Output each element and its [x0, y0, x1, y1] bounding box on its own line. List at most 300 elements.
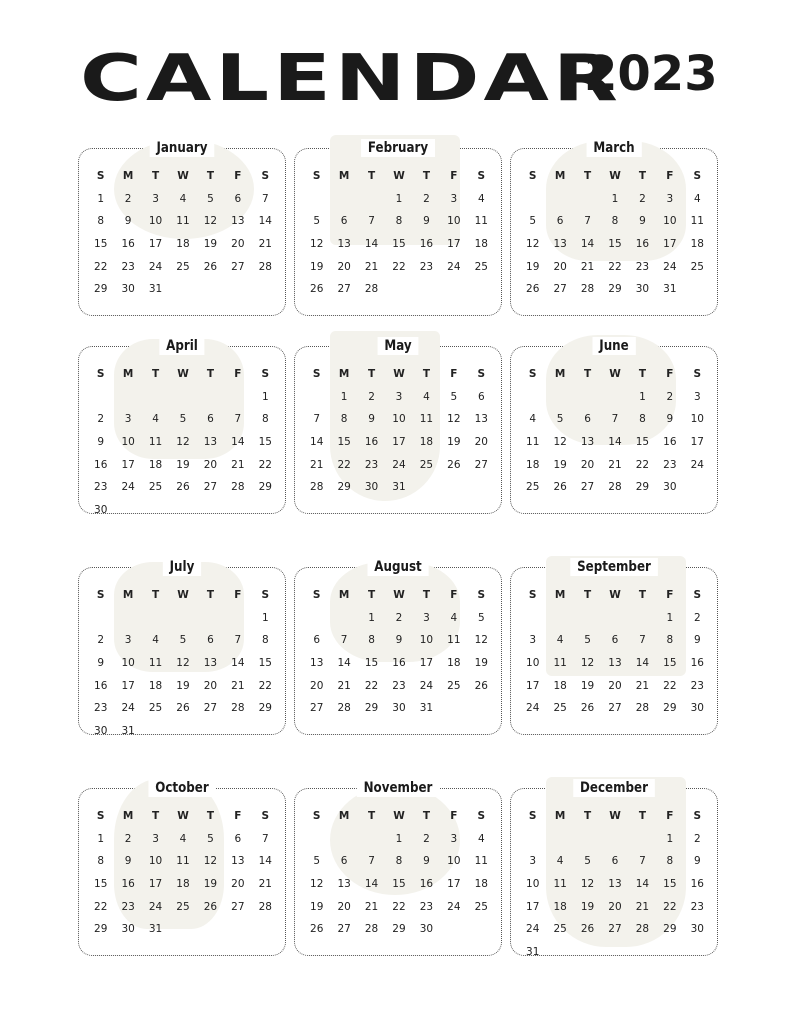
- day-cell: 10: [663, 215, 677, 228]
- day-cell: 25: [148, 702, 163, 715]
- empty-cell: [87, 607, 114, 630]
- day-cell: 16: [663, 436, 677, 449]
- day-cell: 11: [148, 436, 163, 449]
- day-cell: 4: [179, 832, 187, 845]
- day-cell: 24: [419, 679, 434, 692]
- day-cell: 8: [261, 634, 269, 647]
- weekday-header: M: [122, 170, 134, 183]
- day-cell: 4: [450, 611, 458, 624]
- day-cell: 14: [635, 657, 650, 670]
- month-july: [78, 559, 286, 737]
- day-cell: 23: [635, 260, 650, 273]
- day-cell: 14: [231, 436, 245, 449]
- day-cell: 26: [553, 481, 567, 494]
- weekday-header: T: [367, 810, 376, 823]
- empty-cell: [601, 607, 628, 630]
- day-cell: 5: [556, 413, 564, 426]
- day-cell: 27: [608, 923, 622, 936]
- day-cell: 25: [526, 481, 540, 494]
- day-cell: 19: [580, 679, 595, 692]
- day-cell: 8: [97, 215, 105, 228]
- day-cell: 31: [392, 481, 406, 494]
- day-cell: 5: [313, 215, 321, 228]
- month-may: [294, 338, 502, 514]
- day-cell: 28: [258, 900, 272, 913]
- day-cell: 18: [553, 900, 567, 913]
- weekday-header: M: [122, 810, 134, 823]
- day-cell: 1: [395, 832, 403, 845]
- day-cell: 20: [608, 900, 622, 913]
- weekday-header: T: [422, 368, 430, 381]
- day-cell: 27: [203, 481, 218, 494]
- day-cell: 10: [526, 657, 540, 670]
- day-cell: 31: [121, 724, 135, 737]
- day-cell: 20: [203, 679, 218, 692]
- day-cell: 9: [666, 413, 674, 426]
- day-cell: 29: [94, 923, 108, 936]
- day-cell: 15: [635, 436, 650, 449]
- day-cell: 28: [364, 923, 379, 936]
- weekday-header: F: [666, 368, 674, 381]
- weekday-header: S: [312, 170, 321, 183]
- day-cell: 20: [608, 679, 622, 692]
- weekday-header: T: [367, 368, 376, 381]
- weekday-header: S: [477, 589, 486, 602]
- day-cell: 11: [419, 413, 434, 426]
- day-cell: 5: [529, 215, 537, 228]
- empty-cell: [197, 607, 224, 630]
- day-cell: 1: [261, 611, 269, 624]
- day-cell: 2: [97, 634, 105, 647]
- weekday-header: F: [450, 170, 458, 183]
- weekday-header: F: [450, 368, 458, 381]
- day-cell: 20: [231, 878, 245, 891]
- day-cell: 7: [234, 634, 242, 647]
- empty-cell: [519, 188, 546, 211]
- day-cell: 12: [580, 657, 595, 670]
- month-february: [294, 140, 502, 316]
- day-cell: 18: [176, 878, 190, 891]
- day-cell: 24: [526, 702, 540, 715]
- day-cell: 26: [203, 260, 218, 273]
- empty-cell: [114, 607, 141, 630]
- day-cell: 3: [395, 390, 403, 403]
- day-cell: 16: [94, 679, 108, 692]
- day-cell: 6: [313, 634, 321, 647]
- empty-cell: [519, 386, 546, 409]
- day-cell: 2: [395, 611, 403, 624]
- day-cell: 30: [121, 283, 135, 296]
- day-cell: 29: [608, 283, 622, 296]
- day-cell: 8: [611, 215, 619, 228]
- weekday-header: F: [234, 368, 242, 381]
- day-cell: 26: [580, 923, 595, 936]
- weekday-header: T: [206, 589, 214, 602]
- weekday-header: M: [338, 589, 350, 602]
- weekday-header: M: [122, 368, 134, 381]
- empty-cell: [574, 386, 601, 409]
- day-cell: 31: [663, 283, 677, 296]
- day-cell: 19: [203, 878, 218, 891]
- weekday-header: S: [528, 589, 537, 602]
- day-cell: 17: [447, 878, 461, 891]
- weekday-header: W: [609, 368, 621, 381]
- day-cell: 9: [693, 855, 701, 868]
- day-cell: 18: [447, 657, 461, 670]
- day-cell: 19: [474, 657, 488, 670]
- day-cell: 19: [176, 679, 190, 692]
- day-cell: 9: [423, 215, 430, 228]
- day-cell: 4: [556, 855, 564, 868]
- weekday-header: F: [450, 589, 458, 602]
- weekday-header: T: [583, 589, 592, 602]
- day-cell: 29: [258, 702, 272, 715]
- day-cell: 29: [94, 283, 108, 296]
- day-cell: 11: [553, 657, 567, 670]
- empty-cell: [169, 386, 196, 409]
- weekday-header: F: [234, 589, 242, 602]
- day-cell: 27: [337, 283, 351, 296]
- day-cell: 6: [207, 634, 214, 647]
- weekday-header: S: [96, 589, 105, 602]
- day-cell: 15: [663, 657, 677, 670]
- day-cell: 4: [152, 413, 159, 426]
- weekday-header: M: [554, 170, 566, 183]
- day-cell: 29: [663, 923, 677, 936]
- month-january: [78, 140, 286, 316]
- weekday-header: S: [693, 810, 702, 823]
- day-cell: 4: [179, 192, 187, 205]
- day-cell: 17: [663, 238, 677, 251]
- weekday-header: T: [151, 810, 160, 823]
- day-cell: 21: [608, 458, 622, 471]
- weekday-header: S: [96, 368, 105, 381]
- day-cell: 6: [340, 855, 348, 868]
- day-cell: 6: [234, 832, 242, 845]
- weekday-header: T: [638, 368, 646, 381]
- day-cell: 18: [526, 458, 540, 471]
- day-grid: [519, 363, 711, 499]
- day-cell: 11: [526, 436, 540, 449]
- weekday-header: T: [583, 368, 592, 381]
- weekday-header: S: [312, 589, 321, 602]
- day-cell: 9: [97, 657, 105, 670]
- day-cell: 20: [553, 260, 567, 273]
- day-cell: 1: [639, 390, 646, 403]
- day-cell: 22: [94, 900, 108, 913]
- day-cell: 12: [203, 855, 218, 868]
- day-grid: [87, 805, 279, 941]
- day-cell: 22: [663, 679, 677, 692]
- day-cell: 22: [258, 679, 272, 692]
- empty-cell: [303, 386, 330, 409]
- day-cell: 8: [639, 413, 646, 426]
- empty-cell: [519, 828, 546, 851]
- month-april: [78, 338, 286, 516]
- day-cell: 30: [392, 702, 406, 715]
- weekday-header: T: [583, 810, 592, 823]
- month-name: January: [150, 139, 215, 157]
- month-june: [510, 338, 718, 514]
- day-cell: 14: [231, 657, 245, 670]
- day-grid: [519, 805, 711, 963]
- empty-cell: [358, 828, 385, 851]
- day-cell: 31: [148, 283, 163, 296]
- day-cell: 15: [258, 436, 272, 449]
- empty-cell: [224, 607, 251, 630]
- day-cell: 25: [690, 260, 704, 273]
- day-cell: 26: [474, 679, 488, 692]
- day-cell: 23: [364, 458, 379, 471]
- day-cell: 6: [207, 413, 214, 426]
- weekday-header: S: [96, 170, 105, 183]
- day-cell: 9: [368, 413, 375, 426]
- day-cell: 10: [121, 657, 135, 670]
- month-name: June: [592, 337, 635, 355]
- day-cell: 4: [423, 390, 430, 403]
- weekday-header: T: [151, 589, 160, 602]
- day-cell: 13: [310, 657, 324, 670]
- day-cell: 16: [419, 238, 434, 251]
- weekday-header: M: [554, 589, 566, 602]
- day-cell: 8: [666, 855, 674, 868]
- weekday-header: S: [528, 170, 537, 183]
- day-cell: 25: [474, 260, 488, 273]
- day-grid: [519, 584, 711, 720]
- day-cell: 5: [477, 611, 485, 624]
- day-cell: 1: [97, 192, 105, 205]
- day-cell: 11: [474, 215, 488, 228]
- day-cell: 15: [392, 878, 406, 891]
- day-cell: 25: [447, 679, 461, 692]
- day-cell: 19: [526, 260, 540, 273]
- day-cell: 21: [580, 260, 595, 273]
- weekday-header: T: [206, 368, 214, 381]
- day-cell: 19: [310, 900, 324, 913]
- day-cell: 27: [231, 260, 245, 273]
- weekday-header: W: [609, 589, 621, 602]
- day-cell: 21: [635, 900, 650, 913]
- day-cell: 27: [231, 900, 245, 913]
- day-cell: 26: [310, 923, 324, 936]
- day-cell: 2: [639, 192, 646, 205]
- day-cell: 6: [611, 855, 619, 868]
- day-cell: 3: [423, 611, 430, 624]
- day-cell: 16: [121, 878, 135, 891]
- day-cell: 2: [423, 832, 430, 845]
- day-cell: 11: [690, 215, 704, 228]
- weekday-header: F: [666, 589, 674, 602]
- day-cell: 23: [419, 900, 434, 913]
- day-cell: 13: [608, 657, 622, 670]
- weekday-header: S: [693, 368, 702, 381]
- day-cell: 28: [580, 283, 595, 296]
- day-grid: [303, 584, 495, 720]
- day-cell: 10: [121, 436, 135, 449]
- calendar-year: 2023: [584, 46, 718, 102]
- weekday-header: S: [477, 170, 486, 183]
- empty-cell: [87, 386, 114, 409]
- day-cell: 2: [693, 832, 701, 845]
- empty-cell: [142, 607, 169, 630]
- weekday-header: T: [638, 589, 646, 602]
- weekday-header: T: [638, 810, 646, 823]
- empty-cell: [546, 386, 573, 409]
- weekday-header: M: [122, 589, 134, 602]
- day-cell: 3: [693, 390, 701, 403]
- day-cell: 28: [310, 481, 324, 494]
- day-cell: 30: [419, 923, 434, 936]
- day-cell: 25: [553, 923, 567, 936]
- day-cell: 24: [121, 481, 135, 494]
- weekday-header: M: [338, 810, 350, 823]
- day-cell: 15: [337, 436, 351, 449]
- weekday-header: S: [261, 589, 270, 602]
- day-cell: 23: [94, 481, 108, 494]
- weekday-header: T: [422, 589, 430, 602]
- day-cell: 9: [639, 215, 646, 228]
- day-cell: 16: [392, 657, 406, 670]
- day-cell: 2: [124, 192, 132, 205]
- day-cell: 16: [121, 238, 135, 251]
- empty-cell: [303, 188, 330, 211]
- day-cell: 17: [121, 458, 135, 471]
- day-cell: 7: [261, 832, 269, 845]
- weekday-header: T: [422, 810, 430, 823]
- day-cell: 24: [447, 260, 461, 273]
- day-cell: 2: [423, 192, 430, 205]
- day-cell: 2: [124, 832, 132, 845]
- day-cell: 30: [121, 923, 135, 936]
- day-cell: 17: [121, 679, 135, 692]
- empty-cell: [114, 386, 141, 409]
- day-cell: 24: [148, 900, 163, 913]
- day-cell: 17: [447, 238, 461, 251]
- day-cell: 5: [584, 855, 591, 868]
- day-cell: 24: [690, 458, 704, 471]
- day-cell: 25: [474, 900, 488, 913]
- day-cell: 20: [580, 458, 595, 471]
- day-cell: 11: [553, 878, 567, 891]
- day-cell: 3: [124, 634, 132, 647]
- day-cell: 29: [635, 481, 650, 494]
- weekday-header: S: [261, 810, 270, 823]
- weekday-header: S: [477, 368, 486, 381]
- day-grid: [519, 165, 711, 301]
- day-cell: 5: [313, 855, 321, 868]
- day-cell: 19: [553, 458, 567, 471]
- month-august: [294, 559, 502, 735]
- day-cell: 9: [124, 215, 132, 228]
- day-cell: 10: [690, 413, 704, 426]
- day-cell: 16: [364, 436, 379, 449]
- day-cell: 29: [364, 702, 379, 715]
- day-cell: 20: [337, 900, 351, 913]
- day-cell: 22: [364, 679, 379, 692]
- weekday-header: S: [528, 810, 537, 823]
- day-cell: 22: [635, 458, 650, 471]
- day-cell: 1: [395, 192, 403, 205]
- empty-cell: [574, 828, 601, 851]
- day-cell: 3: [152, 192, 159, 205]
- day-cell: 22: [94, 260, 108, 273]
- empty-cell: [601, 386, 628, 409]
- day-cell: 27: [474, 458, 488, 471]
- day-cell: 17: [690, 436, 704, 449]
- day-cell: 18: [474, 878, 488, 891]
- empty-cell: [303, 607, 330, 630]
- day-cell: 13: [231, 855, 245, 868]
- day-cell: 4: [693, 192, 701, 205]
- day-cell: 19: [447, 436, 461, 449]
- day-cell: 28: [231, 481, 245, 494]
- day-cell: 20: [203, 458, 218, 471]
- day-cell: 6: [556, 215, 564, 228]
- empty-cell: [197, 386, 224, 409]
- weekday-header: M: [338, 170, 350, 183]
- weekday-header: F: [234, 170, 242, 183]
- weekday-header: W: [393, 368, 405, 381]
- day-cell: 17: [419, 657, 434, 670]
- day-cell: 2: [97, 413, 105, 426]
- day-cell: 28: [635, 702, 650, 715]
- day-cell: 4: [477, 192, 485, 205]
- day-cell: 14: [635, 878, 650, 891]
- day-grid: [303, 363, 495, 499]
- month-december: [510, 780, 718, 958]
- day-cell: 11: [474, 855, 488, 868]
- weekday-header: F: [450, 810, 458, 823]
- day-cell: 20: [310, 679, 324, 692]
- month-name: August: [367, 558, 428, 576]
- month-name: October: [148, 779, 215, 797]
- day-cell: 13: [203, 436, 218, 449]
- day-cell: 12: [447, 413, 461, 426]
- empty-cell: [629, 607, 656, 630]
- month-september: [510, 559, 718, 735]
- day-cell: 15: [94, 878, 108, 891]
- day-grid: [87, 584, 279, 742]
- month-name: September: [570, 558, 657, 576]
- empty-cell: [546, 607, 573, 630]
- day-cell: 13: [553, 238, 567, 251]
- day-cell: 8: [368, 634, 375, 647]
- day-cell: 10: [392, 413, 406, 426]
- day-cell: 26: [526, 283, 540, 296]
- day-cell: 29: [258, 481, 272, 494]
- day-cell: 14: [608, 436, 622, 449]
- day-cell: 6: [611, 634, 619, 647]
- day-cell: 4: [556, 634, 564, 647]
- day-cell: 16: [419, 878, 434, 891]
- day-cell: 17: [148, 878, 163, 891]
- day-cell: 21: [364, 900, 379, 913]
- day-cell: 27: [580, 481, 595, 494]
- day-cell: 25: [419, 458, 434, 471]
- day-cell: 7: [340, 634, 348, 647]
- day-cell: 23: [419, 260, 434, 273]
- day-cell: 13: [337, 238, 351, 251]
- day-cell: 11: [176, 215, 190, 228]
- day-cell: 19: [203, 238, 218, 251]
- day-grid: [87, 165, 279, 301]
- day-cell: 18: [474, 238, 488, 251]
- day-cell: 31: [526, 945, 540, 958]
- day-cell: 18: [553, 679, 567, 692]
- day-cell: 17: [526, 900, 540, 913]
- day-cell: 11: [148, 657, 163, 670]
- day-cell: 9: [97, 436, 105, 449]
